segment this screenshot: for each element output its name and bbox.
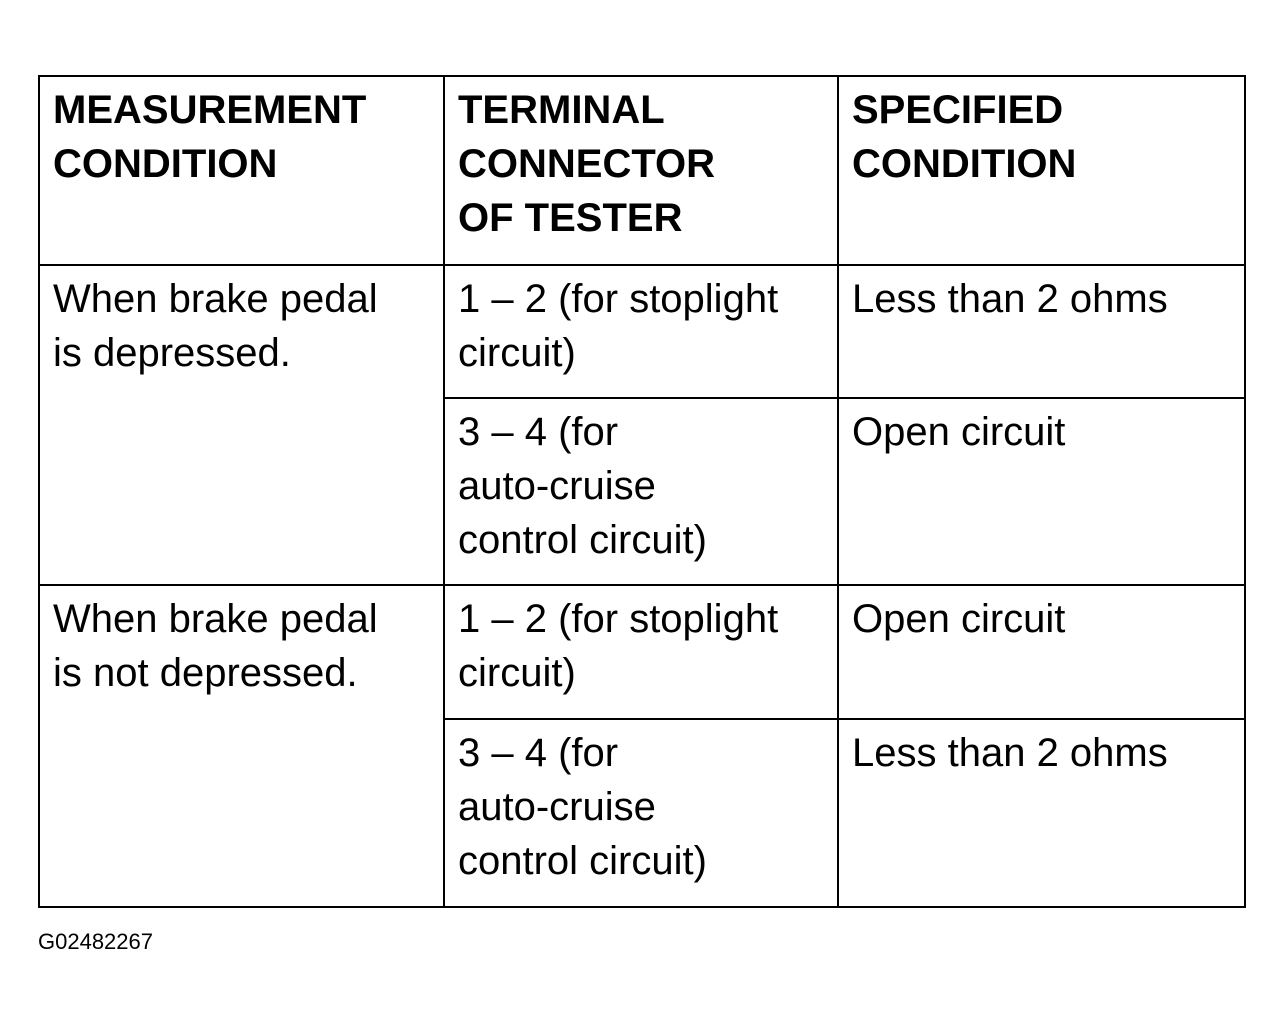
specification-table [38,75,1246,908]
table-row [39,585,1245,719]
measurement-condition-cell: When brake pedal is not depressed. [39,585,444,907]
header-specified-condition: SPECIFIED CONDITION [838,76,1245,265]
terminal-cell: 1 – 2 (for stoplight circuit) [444,585,838,719]
specified-condition-cell: Open circuit [838,398,1245,585]
table-row [39,265,1245,398]
specified-condition-cell: Open circuit [838,585,1245,719]
header-terminal-connector: TERMINAL CONNECTOR OF TESTER [444,76,838,265]
header-measurement-condition: MEASUREMENT CONDITION [39,76,444,265]
terminal-cell: 3 – 4 (for auto-cruise control circuit) [444,719,838,907]
header-row [39,76,1245,265]
specified-condition-cell: Less than 2 ohms [838,719,1245,907]
specified-condition-cell: Less than 2 ohms [838,265,1245,398]
figure-id: G02482267 [38,929,153,954]
terminal-cell: 3 – 4 (for auto-cruise control circuit) [444,398,838,585]
terminal-cell: 1 – 2 (for stoplight circuit) [444,265,838,398]
measurement-condition-cell: When brake pedal is depressed. [39,265,444,585]
